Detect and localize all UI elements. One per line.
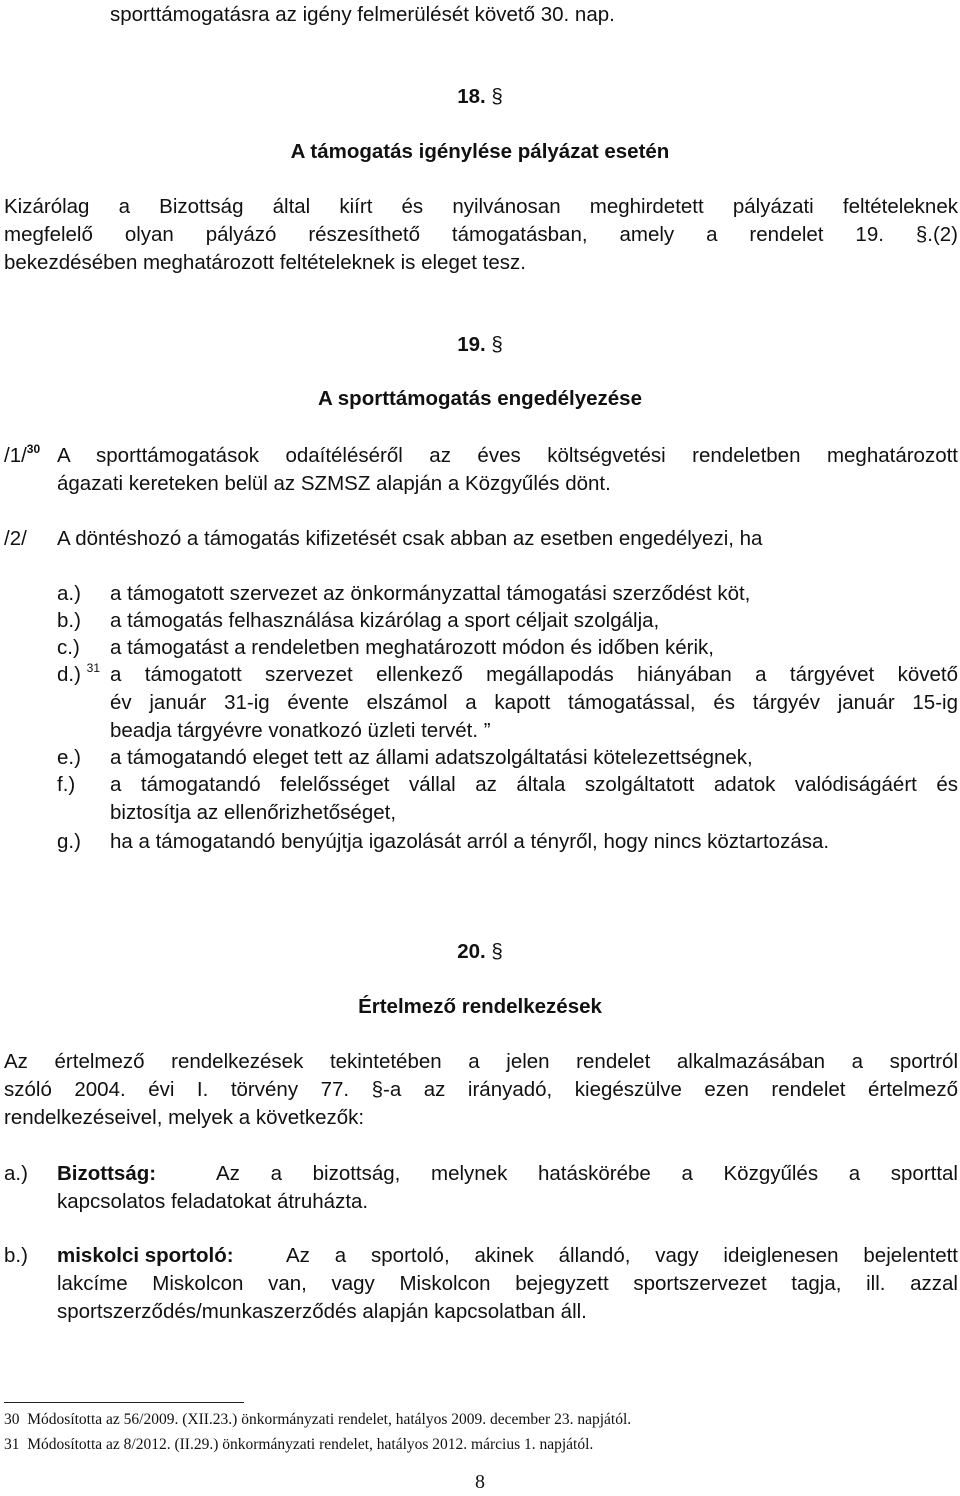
section-sign-icon: § [491,85,503,108]
definition-term: Bizottság: [57,1162,157,1185]
list-item-text: biztosítja az ellenőrizhetőséget, [110,801,397,824]
footnote-text: Módosította az 56/2009. (XII.23.) önkormányzati rendelet, hatályos 2009. december 23. napjától. [27,1411,632,1428]
footnote [4,1410,631,1430]
list-item-label: e.) [57,746,81,769]
section-18-para-line: megfelelő olyan pályázó részesíthető támogatásban, amely a rendelet 19. §.(2) [4,223,958,246]
section-sign-icon: § [491,940,503,963]
definition-text: Az a bizottság, melynek hatáskörébe a Közgyűlés a sporttal [216,1162,958,1185]
section-19-heading [0,331,960,359]
footnote-ref: 31 [86,661,100,675]
section-20-title: Értelmező rendelkezések [358,995,602,1018]
page-number: 8 [475,1471,485,1493]
paragraph-label: /2/ [4,527,27,550]
paragraph-1-line: ágazati kereteken belül az SZMSZ alapján a Közgyűlés dönt. [57,472,611,495]
list-item-label-text: d.) [57,663,81,686]
section-number: 19. [457,333,492,356]
footnote-text: Módosította az 8/2012. (II.29.) önkormányzati rendelet, hatályos 2012. március 1. napjától. [27,1436,594,1453]
list-item-text: a támogatandó eleget tett az állami adatszolgáltatási kötelezettségnek, [110,746,753,769]
list-item-label: g.) [57,830,81,853]
definition-text: lakcíme Miskolcon van, vagy Miskolcon bejegyzett sportszervezet tagja, ill. azzal [57,1272,958,1295]
section-18-para-line: bekezdésében meghatározott feltételeknek is eleget tesz. [4,251,526,274]
section-number: 20. [457,940,492,963]
section-18-heading [0,83,960,111]
list-item-text: beadja tárgyévre vonatkozó üzleti tervét. ” [110,719,491,742]
list-item-text: a támogatást a rendeletben meghatározott módon és időben kérik, [110,636,714,659]
list-item-text: a támogatott szervezet ellenkező megállapodás hiányában a tárgyévet követő [110,663,958,686]
continuation-line: sporttámogatásra az igény felmerülését követő 30. nap. [110,3,615,26]
list-item-label [57,661,100,689]
definition-label: a.) [4,1162,28,1185]
paragraph-label [4,442,40,470]
list-item-label: c.) [57,636,80,659]
section-19-title: A sporttámogatás engedélyezése [318,387,642,410]
definition-text: kapcsolatos feladatokat átruházta. [57,1190,369,1213]
section-20-intro-line: szóló 2004. évi I. törvény 77. §-a az irányadó, kiegészülve ezen rendelet értelmező [4,1078,958,1101]
definition-text: sportszerződés/munkaszerződés alapján kapcsolatban áll. [57,1300,587,1323]
list-item-text: a támogatott szervezet az önkormányzattal támogatási szerződést köt, [110,582,751,605]
paragraph-1-line: A sporttámogatások odaítéléséről az éves költségvetési rendeletben meghatározott [57,444,958,467]
list-item-text: ha a támogatandó benyújtja igazolását arról a tényről, hogy nincs köztartozása. [110,830,830,853]
list-item-label: a.) [57,582,81,605]
section-18-title: A támogatás igénylése pályázat esetén [290,140,670,163]
section-18-para-line: Kizárólag a Bizottság által kiírt és nyilvánosan meghirdetett pályázati feltételeknek [4,195,958,218]
list-item-text: a támogatandó felelősséget vállal az általa szolgáltatott adatok valódiságáért és [110,773,958,796]
section-20-heading [0,938,960,966]
definition-label: b.) [4,1244,28,1267]
footnote-ref: 30 [26,442,41,456]
list-item-text: a támogatás felhasználása kizárólag a sport céljait szolgálja, [110,609,660,632]
section-number: 18. [457,85,492,108]
footnote [4,1435,593,1455]
section-20-intro-line: Az értelmező rendelkezések tekintetében a jelen rendelet alkalmazásában a sportról [4,1050,958,1073]
footnote-number: 31 [4,1436,20,1453]
section-sign-icon: § [491,333,503,356]
definition-term: miskolci sportoló: [57,1244,234,1267]
list-item-label: b.) [57,609,81,632]
definition-text: Az a sportoló, akinek állandó, vagy ideiglenesen bejelentett [286,1244,958,1267]
list-item-label: f.) [57,773,76,796]
footnote-separator [4,1402,244,1403]
list-item-text: év január 31-ig évente elszámol a kapott támogatással, és tárgyév január 15-ig [110,691,958,714]
paragraph-label-text: /1/ [4,444,27,467]
section-20-intro-line: rendelkezéseivel, melyek a következők: [4,1106,365,1129]
footnote-number: 30 [4,1411,20,1428]
paragraph-2-text: A döntéshozó a támogatás kifizetését csak abban az esetben engedélyezi, ha [57,527,763,550]
